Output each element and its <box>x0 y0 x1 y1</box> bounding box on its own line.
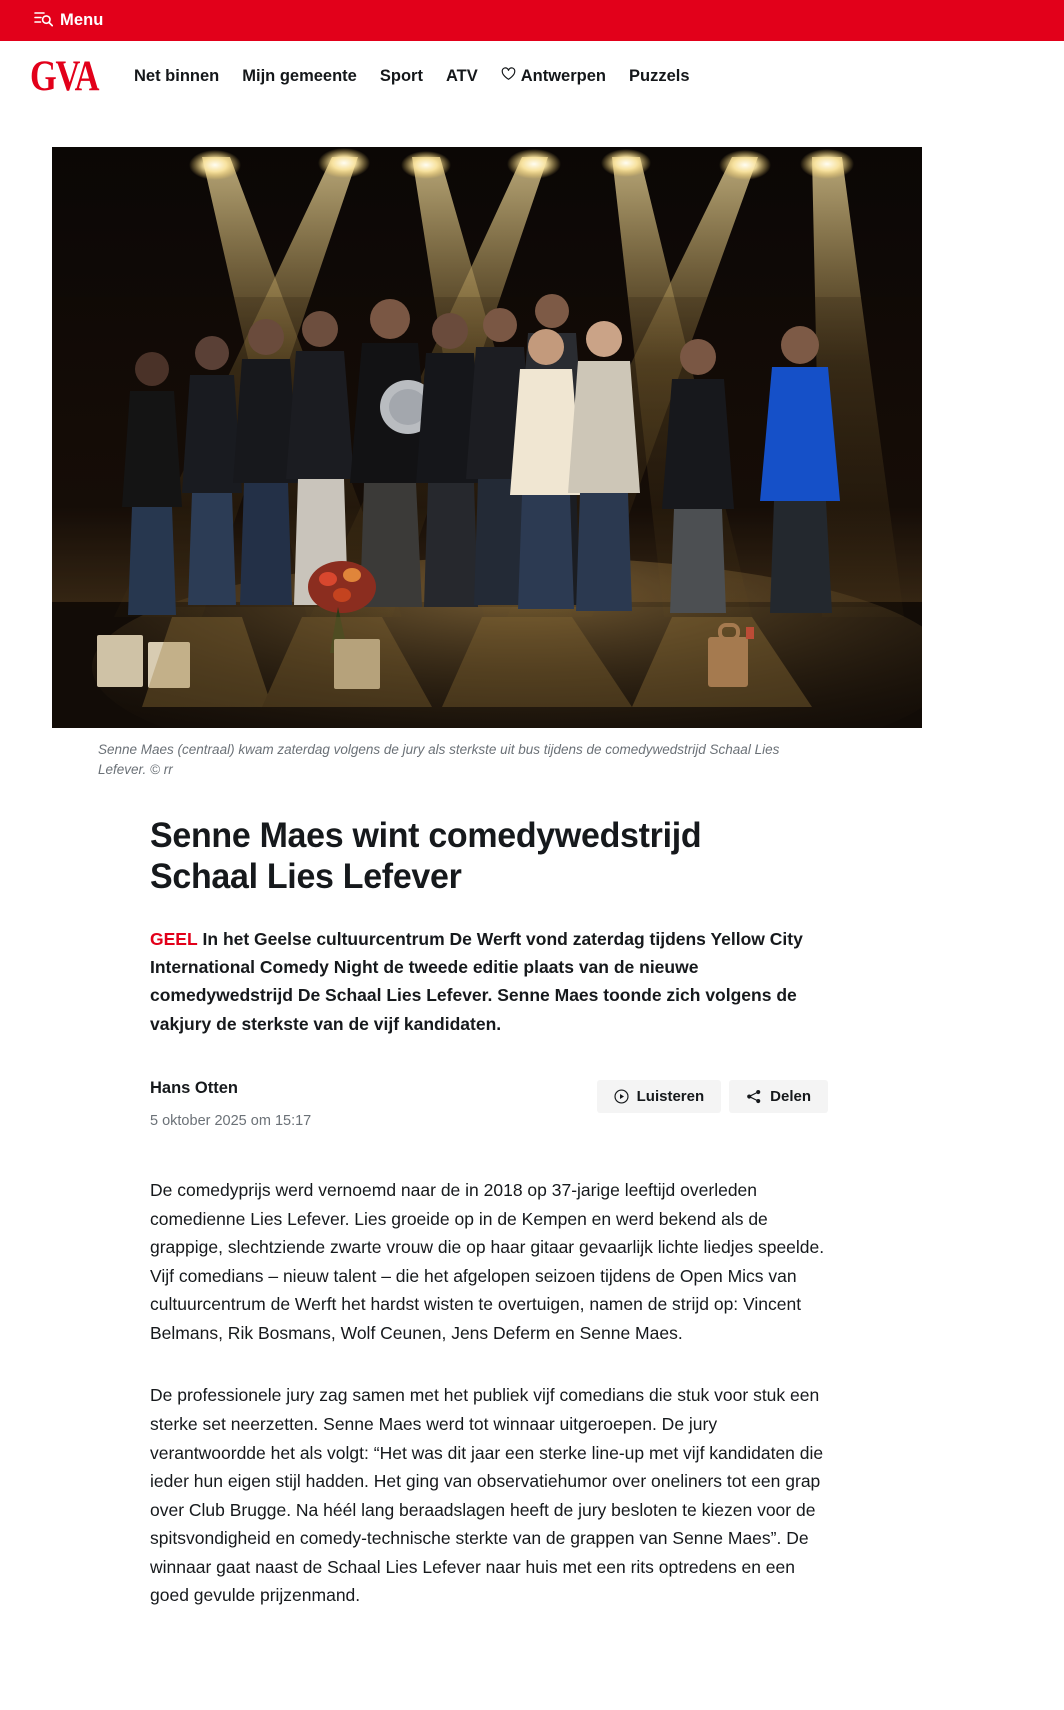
menu-button[interactable] <box>34 10 103 32</box>
body-paragraph: De comedyprijs werd vernoemd naar de in 2018 op 37-jarige leeftijd overleden comedienne Lies Lefever. Lies groeide op in de Kempen en werd bekend als de grappige, slechtziende zwarte vrouw die op haar gitaar gevaarlijk lichte liedjes speelde. Vijf comedians – nieuw talent – die het afgelopen seizoen tijdens de Open Mics van cultuurcentrum de Werft het hardst wisten te overtuigen, namen de strijd op: Vincent Belmans, Rik Bosmans, Wolf Ceunen, Jens Deferm en Senne Maes. <box>150 1180 825 1343</box>
masthead <box>0 41 1064 112</box>
nav-item-mijn-gemeente[interactable] <box>242 67 357 86</box>
body-paragraph: De professionele jury zag samen met het publiek vijf comedians die stuk voor stuk een sterke set neerzetten. Senne Maes werd tot winnaar uitgeroepen. De jury verantwoordde het als volgt: “Het was dit jaar een sterke line-up met vijf kandidaten die ieder hun eigen stijl hadden. Het ging van observatiehumor over oneliners tot een grap over Club Brugge. Na héél lang beraadslagen heeft de jury besloten te kiezen voor de spitsvondigheid en comedy-technische sterkte van de grappen van Senne Maes”. De winnaar gaat naast de Schaal Lies Lefever naar huis met een rits optredens en een goed gevulde prijzenmand. <box>150 1385 824 1606</box>
nav-label: Net binnen <box>134 66 220 85</box>
article-lead <box>150 925 828 1038</box>
nav-label: ATV <box>445 66 478 85</box>
nav-label: Sport <box>379 66 423 85</box>
byline <box>150 1078 311 1130</box>
dateline-location: GEEL <box>150 928 198 949</box>
nav-label: Mijn gemeente <box>242 66 357 85</box>
share-label: Delen <box>770 1088 811 1106</box>
main-navigation <box>134 66 690 86</box>
nav-item-atv[interactable] <box>446 67 478 86</box>
share-icon <box>746 1089 762 1104</box>
nav-item-puzzels[interactable] <box>629 67 690 86</box>
publish-timestamp: 5 oktober 2025 om 15:17 <box>150 1112 312 1129</box>
listen-button[interactable] <box>597 1080 722 1113</box>
share-button[interactable] <box>729 1080 828 1113</box>
menu-search-icon <box>34 10 53 32</box>
heart-outline-icon <box>501 67 516 86</box>
image-caption: Senne Maes (centraal) kwam zaterdag volgens de jury als sterkste uit bus tijdens de comedywedstrijd Schaal Lies Lefever. © rr <box>98 742 780 777</box>
nav-label: Antwerpen <box>520 66 606 85</box>
nav-item-net-binnen[interactable] <box>134 67 219 86</box>
listen-label: Luisteren <box>636 1088 705 1106</box>
hero-photo <box>52 147 922 728</box>
nav-item-antwerpen[interactable] <box>501 66 606 86</box>
hero-image-wrap <box>0 112 1064 728</box>
article-meta <box>150 1078 828 1130</box>
menu-label: Menu <box>60 11 104 29</box>
page-title: Senne Maes wint comedywedstrijd Schaal Lies Lefever <box>150 816 702 897</box>
article-actions <box>597 1080 828 1113</box>
article <box>0 112 1064 1610</box>
nav-item-sport[interactable] <box>380 67 423 86</box>
site-logo[interactable]: GVA <box>30 51 99 100</box>
article-content <box>0 815 1064 1609</box>
article-body <box>150 1176 1012 1609</box>
utility-bar <box>0 0 1064 41</box>
play-circle-icon <box>614 1089 629 1104</box>
lead-text: In het Geelse cultuurcentrum De Werft vond zaterdag tijdens Yellow City International Comedy Night de tweede editie plaats van de nieuwe comedywedstrijd De Schaal Lies Lefever. Senne Maes toonde zich volgens de vakjury de sterkste van de vijf kandidaten. <box>150 928 803 1034</box>
byline-author: Hans Otten <box>150 1079 239 1098</box>
nav-label: Puzzels <box>629 66 690 85</box>
